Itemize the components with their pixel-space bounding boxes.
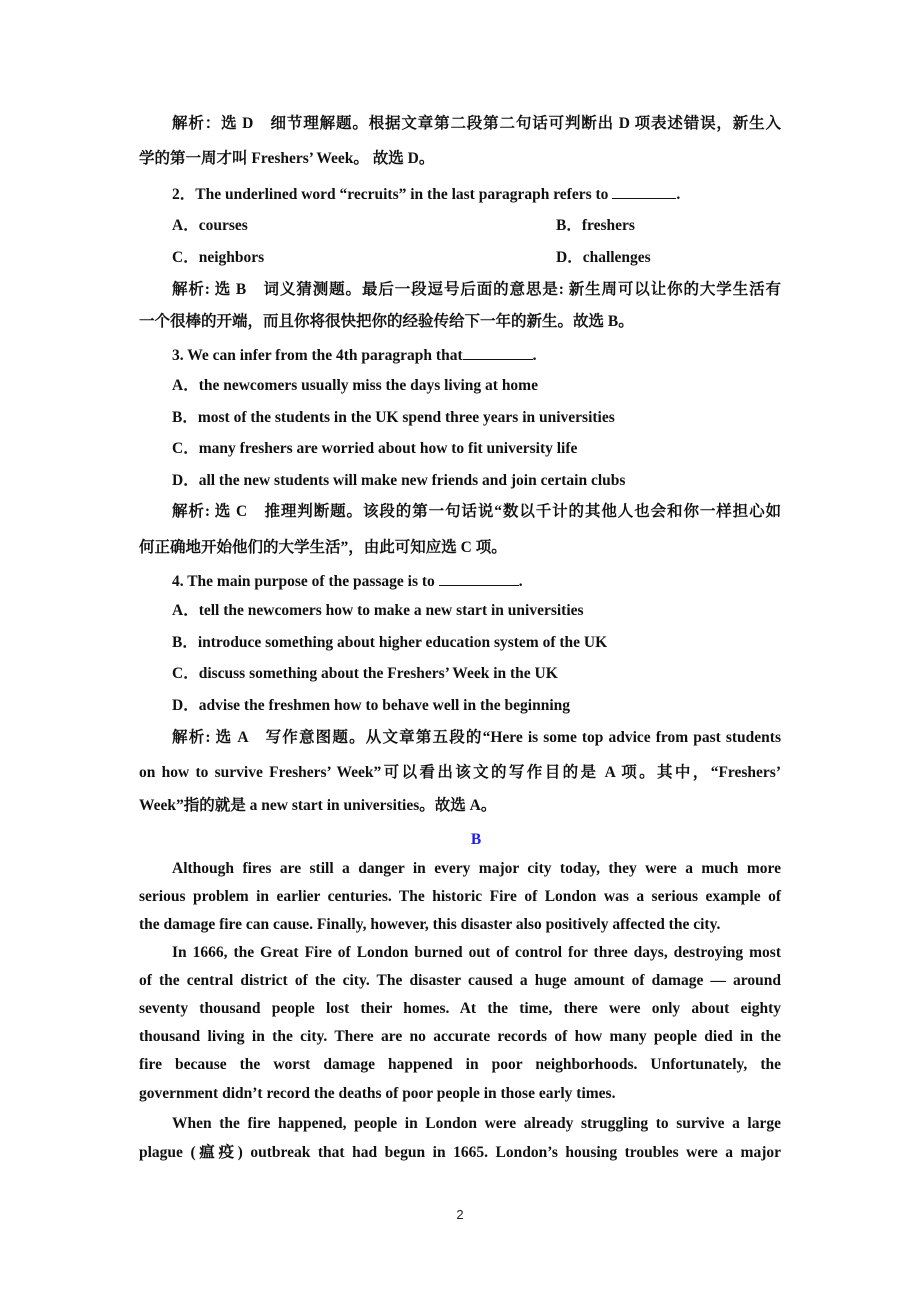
question-3-option-b: B．most of the students in the UK spend three years in universities <box>172 409 615 426</box>
page-number: 2 <box>456 1207 464 1222</box>
answer-blank <box>439 573 519 586</box>
passage-p2-line-4: thousand living in the city. There are no accurate records of how many people died in the <box>139 1028 781 1045</box>
passage-p3-line-2: plague (瘟疫) outbreak that had begun in 1665. London’s housing troubles were a major <box>139 1144 781 1161</box>
analysis-3-line-1: 解析: 选 C 推理判断题。该段的第一句话说“数以千计的其他人也会和你一样担心如 <box>172 503 781 520</box>
passage-p1-line-2: serious problem in earlier centuries. The historic Fire of London was a serious example of <box>139 888 781 905</box>
question-2-option-a: A．courses <box>172 217 248 234</box>
question-4-option-a: A．tell the newcomers how to make a new start in universities <box>172 602 584 619</box>
passage-p2-line-3: seventy thousand people lost their homes. At the time, there were only about eighty <box>139 1000 781 1017</box>
passage-p2-line-5: fire because the worst damage happened in poor neighborhoods. Unfortunately, the <box>139 1056 781 1073</box>
question-2-option-c: C．neighbors <box>172 249 265 266</box>
question-4-option-b: B．introduce something about higher education system of the UK <box>172 634 608 651</box>
question-3-stem <box>172 346 781 366</box>
question-3-text: 3. We can infer from the 4th paragraph that <box>172 347 463 364</box>
answer-blank <box>463 347 533 360</box>
question-3-period: . <box>532 347 537 364</box>
passage-p2-line-6: government didn’t record the deaths of poor people in those early times. <box>139 1085 616 1102</box>
analysis-3-line-2: 何正确地开始他们的大学生活”，由此可知应选 C 项。 <box>139 539 507 556</box>
question-4-text: 4. The main purpose of the passage is to <box>172 573 439 590</box>
question-4-option-d: D．advise the freshmen how to behave well in the beginning <box>172 697 570 714</box>
section-heading: B <box>470 831 482 848</box>
question-3-option-d: D．all the new students will make new friends and join certain clubs <box>172 472 626 489</box>
question-2-period: . <box>676 186 681 203</box>
analysis-4-line-3: Week”指的就是 a new start in universities。故选 A。 <box>139 797 497 814</box>
analysis-1-line-2: 学的第一周才叫 Freshers’ Week。 故选 D。 <box>139 150 435 167</box>
answer-blank <box>612 186 676 199</box>
passage-p1-line-1: Although fires are still a danger in every major city today, they were a much more <box>172 860 781 877</box>
analysis-4-line-2: on how to survive Freshers’ Week”可以看出该文的写作目的是 A 项。其中，“Freshers’ <box>139 764 781 781</box>
analysis-2-line-1: 解析: 选 B 词义猜测题。最后一段逗号后面的意思是: 新生周可以让你的大学生活有 <box>172 281 781 298</box>
analysis-1-line-1: 解析：选 D 细节理解题。根据文章第二段第二句话可判断出 D 项表述错误，新生入 <box>172 115 781 132</box>
question-2-option-d: D．challenges <box>556 249 651 266</box>
passage-p3-line-1: When the fire happened, people in London were already struggling to survive a large <box>172 1115 781 1132</box>
question-4-option-c: C．discuss something about the Freshers’ Week in the UK <box>172 665 558 682</box>
question-3-option-c: C．many freshers are worried about how to fit university life <box>172 440 578 457</box>
passage-p2-line-2: of the central district of the city. The disaster caused a huge amount of damage — around <box>139 972 781 989</box>
question-4-stem <box>172 572 781 592</box>
question-3-option-a: A．the newcomers usually miss the days living at home <box>172 377 538 394</box>
question-2-text: 2．The underlined word “recruits” in the last paragraph refers to <box>172 186 613 203</box>
question-4-period: . <box>518 573 523 590</box>
passage-p1-line-3: the damage fire can cause. Finally, however, this disaster also positively affected the city. <box>139 916 721 933</box>
analysis-2-line-2: 一个很棒的开端，而且你将很快把你的经验传给下一年的新生。故选 B。 <box>139 313 634 330</box>
question-2-stem <box>172 185 781 205</box>
question-2-option-b: B．freshers <box>556 217 635 234</box>
analysis-4-line-1: 解析: 选 A 写作意图题。从文章第五段的“Here is some top advice from past students <box>172 729 781 746</box>
passage-p2-line-1: In 1666, the Great Fire of London burned out of control for three days, destroying most <box>172 944 781 961</box>
